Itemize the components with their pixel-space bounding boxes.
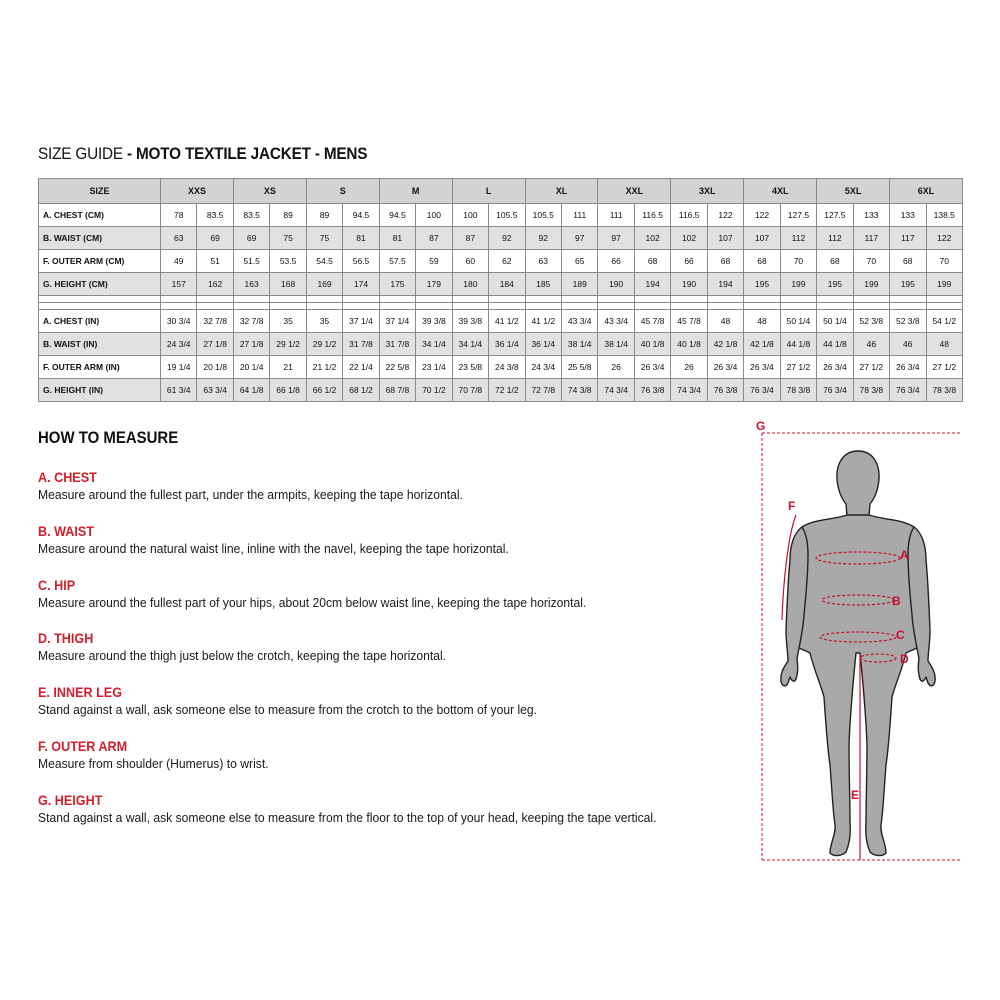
table-cell: 45 7/8	[634, 310, 670, 333]
table-cell: 122	[926, 227, 962, 250]
table-cell: 23 5/8	[452, 356, 488, 379]
table-cell: 174	[343, 273, 379, 296]
table-row	[39, 273, 963, 296]
table-cell: 65	[561, 250, 597, 273]
table-cell: 70 1/2	[416, 379, 452, 402]
table-cell: 117	[853, 227, 889, 250]
table-row	[39, 310, 963, 333]
table-cell: 23 1/4	[416, 356, 452, 379]
table-cell: 38 1/4	[598, 333, 634, 356]
table-cell: 21	[270, 356, 306, 379]
table-cell: 43 3/4	[561, 310, 597, 333]
table-cell: 40 1/8	[634, 333, 670, 356]
table-cell: 27 1/2	[780, 356, 816, 379]
table-cell: 105.5	[525, 204, 561, 227]
measure-steps	[38, 468, 758, 845]
table-cell: 69	[197, 227, 233, 250]
table-cell: 26 3/4	[744, 356, 780, 379]
table-cell: 87	[416, 227, 452, 250]
table-cell: 116.5	[671, 204, 707, 227]
table-cell: 34 1/4	[416, 333, 452, 356]
label-f: F	[788, 499, 796, 513]
table-cell: 70	[780, 250, 816, 273]
table-cell: 50 1/4	[780, 310, 816, 333]
size-col-header: 4XL	[744, 179, 817, 204]
row-label: G. HEIGHT (IN)	[39, 379, 161, 402]
label-a: A	[900, 548, 909, 562]
table-cell: 35	[306, 310, 342, 333]
table-cell: 194	[634, 273, 670, 296]
title-prefix: SIZE GUIDE	[38, 144, 127, 163]
table-cell: 168	[270, 273, 306, 296]
table-cell: 51.5	[233, 250, 269, 273]
table-cell: 190	[598, 273, 634, 296]
table-cell: 180	[452, 273, 488, 296]
table-cell: 66 1/2	[306, 379, 342, 402]
step-description: Measure around the fullest part, under the armpits, keeping the tape horizontal.	[38, 487, 463, 502]
table-cell: 49	[161, 250, 197, 273]
step-description: Measure around the thigh just below the crotch, keeping the tape horizontal.	[38, 648, 447, 664]
table-cell: 75	[270, 227, 306, 250]
table-cell: 127.5	[780, 204, 816, 227]
table-cell: 105.5	[489, 204, 525, 227]
table-cell: 78 3/8	[780, 379, 816, 402]
measure-step-hip	[38, 576, 758, 630]
table-cell: 57.5	[379, 250, 415, 273]
table-cell: 133	[890, 204, 926, 227]
table-cell: 39 3/8	[416, 310, 452, 333]
table-cell: 26 3/4	[817, 356, 853, 379]
size-col-header: 6XL	[890, 179, 963, 204]
table-cell: 70 7/8	[452, 379, 488, 402]
table-cell: 87	[452, 227, 488, 250]
table-cell: 44 1/8	[817, 333, 853, 356]
size-col-header: XL	[525, 179, 598, 204]
table-cell: 59	[416, 250, 452, 273]
table-row	[39, 250, 963, 273]
table-cell: 97	[561, 227, 597, 250]
table-cell: 42 1/8	[744, 333, 780, 356]
table-cell: 27 1/2	[926, 356, 962, 379]
table-cell: 30 3/4	[161, 310, 197, 333]
table-cell: 81	[379, 227, 415, 250]
table-row	[39, 356, 963, 379]
table-cell: 68 1/2	[343, 379, 379, 402]
measure-step-chest	[38, 468, 758, 522]
table-cell: 36 1/4	[489, 333, 525, 356]
row-label: F. OUTER ARM (CM)	[39, 250, 161, 273]
size-chart-body	[39, 204, 963, 402]
table-cell: 41 1/2	[489, 310, 525, 333]
table-cell: 94.5	[379, 204, 415, 227]
table-cell: 75	[306, 227, 342, 250]
table-cell: 68	[890, 250, 926, 273]
table-cell: 81	[343, 227, 379, 250]
table-cell: 97	[598, 227, 634, 250]
size-col-header: 5XL	[817, 179, 890, 204]
table-cell: 116.5	[634, 204, 670, 227]
table-cell: 185	[525, 273, 561, 296]
table-cell: 117	[890, 227, 926, 250]
table-cell: 94.5	[343, 204, 379, 227]
table-cell: 68	[817, 250, 853, 273]
table-cell: 39 3/8	[452, 310, 488, 333]
table-cell: 107	[707, 227, 743, 250]
table-cell: 43 3/4	[598, 310, 634, 333]
step-title: D. THIGH	[38, 630, 94, 647]
table-cell: 76 3/8	[634, 379, 670, 402]
table-cell: 92	[525, 227, 561, 250]
table-cell: 32 7/8	[197, 310, 233, 333]
step-title: F. OUTER ARM	[38, 737, 128, 754]
table-spacer-row	[39, 296, 963, 303]
table-cell: 53.5	[270, 250, 306, 273]
table-cell: 127.5	[817, 204, 853, 227]
table-cell: 74 3/4	[671, 379, 707, 402]
table-cell: 162	[197, 273, 233, 296]
table-cell: 37 1/4	[343, 310, 379, 333]
table-cell: 40 1/8	[671, 333, 707, 356]
size-col-header: L	[452, 179, 525, 204]
table-cell: 157	[161, 273, 197, 296]
table-cell: 62	[489, 250, 525, 273]
table-cell: 195	[817, 273, 853, 296]
how-to-measure-heading: HOW TO MEASURE	[38, 428, 179, 447]
step-description: Measure around the natural waist line, inline with the navel, keeping the tape horizontal.	[38, 540, 509, 556]
measure-step-waist	[38, 522, 758, 576]
table-cell: 70	[926, 250, 962, 273]
table-cell: 111	[598, 204, 634, 227]
table-row	[39, 227, 963, 250]
table-cell: 68	[744, 250, 780, 273]
step-description: Stand against a wall, ask someone else to measure from the floor to the top of your head, keeping the tape vertical.	[38, 809, 657, 825]
table-cell: 26	[671, 356, 707, 379]
page-title	[38, 144, 367, 164]
table-cell: 24 3/4	[525, 356, 561, 379]
row-label: F. OUTER ARM (IN)	[39, 356, 161, 379]
table-cell: 138.5	[926, 204, 962, 227]
table-cell: 66	[598, 250, 634, 273]
table-cell: 52 3/8	[853, 310, 889, 333]
measure-step-thigh	[38, 629, 758, 683]
table-cell: 52 3/8	[890, 310, 926, 333]
row-label: B. WAIST (IN)	[39, 333, 161, 356]
label-d: D	[900, 652, 909, 666]
measure-step-inner-leg	[38, 683, 758, 737]
table-cell: 29 1/2	[306, 333, 342, 356]
table-cell: 69	[233, 227, 269, 250]
table-cell: 21 1/2	[306, 356, 342, 379]
table-cell: 89	[306, 204, 342, 227]
table-cell: 38 1/4	[561, 333, 597, 356]
table-cell: 70	[853, 250, 889, 273]
table-cell: 66 1/8	[270, 379, 306, 402]
step-title: A. CHEST	[38, 469, 97, 485]
table-cell: 100	[452, 204, 488, 227]
size-header-row	[39, 179, 963, 204]
size-col-header: S	[306, 179, 379, 204]
table-cell: 78	[161, 204, 197, 227]
table-cell: 46	[890, 333, 926, 356]
table-cell: 102	[634, 227, 670, 250]
row-label: A. CHEST (IN)	[39, 310, 161, 333]
left-arm-shape	[781, 527, 808, 686]
table-cell: 44 1/8	[780, 333, 816, 356]
table-cell: 61 3/4	[161, 379, 197, 402]
step-description: Stand against a wall, ask someone else to measure from the crotch to the bottom of your leg.	[38, 702, 538, 718]
table-cell: 26 3/4	[707, 356, 743, 379]
table-cell: 24 3/8	[489, 356, 525, 379]
table-cell: 199	[780, 273, 816, 296]
table-cell: 179	[416, 273, 452, 296]
table-cell: 107	[744, 227, 780, 250]
table-cell: 78 3/8	[853, 379, 889, 402]
head-shape	[837, 451, 879, 516]
table-cell: 68	[634, 250, 670, 273]
table-cell: 74 3/8	[561, 379, 597, 402]
table-cell: 76 3/4	[817, 379, 853, 402]
table-cell: 133	[853, 204, 889, 227]
title-product: - MOTO TEXTILE JACKET - MENS	[126, 144, 368, 163]
table-cell: 20 1/4	[233, 356, 269, 379]
label-b: B	[892, 594, 901, 608]
table-cell: 199	[926, 273, 962, 296]
table-cell: 60	[452, 250, 488, 273]
table-cell: 26 3/4	[634, 356, 670, 379]
table-cell: 46	[853, 333, 889, 356]
table-cell: 48	[926, 333, 962, 356]
table-cell: 63 3/4	[197, 379, 233, 402]
table-cell: 72 1/2	[489, 379, 525, 402]
table-cell: 189	[561, 273, 597, 296]
row-label: B. WAIST (CM)	[39, 227, 161, 250]
table-cell: 26	[598, 356, 634, 379]
table-cell: 112	[817, 227, 853, 250]
table-cell: 163	[233, 273, 269, 296]
size-col-header: 3XL	[671, 179, 744, 204]
table-cell: 169	[306, 273, 342, 296]
size-header-cell: SIZE	[39, 179, 161, 204]
table-row	[39, 333, 963, 356]
table-cell: 122	[744, 204, 780, 227]
table-cell: 89	[270, 204, 306, 227]
torso-shape	[791, 515, 925, 856]
table-cell: 29 1/2	[270, 333, 306, 356]
table-cell: 41 1/2	[525, 310, 561, 333]
table-cell: 31 7/8	[343, 333, 379, 356]
table-cell: 54 1/2	[926, 310, 962, 333]
table-cell: 48	[707, 310, 743, 333]
row-label: G. HEIGHT (CM)	[39, 273, 161, 296]
table-cell: 74 3/4	[598, 379, 634, 402]
table-cell: 45 7/8	[671, 310, 707, 333]
label-e: E	[851, 788, 860, 802]
table-cell: 42 1/8	[707, 333, 743, 356]
size-col-header: XXS	[161, 179, 234, 204]
table-cell: 27 1/8	[197, 333, 233, 356]
table-cell: 100	[416, 204, 452, 227]
table-cell: 76 3/4	[890, 379, 926, 402]
table-cell: 63	[161, 227, 197, 250]
table-cell: 50 1/4	[817, 310, 853, 333]
table-cell: 92	[489, 227, 525, 250]
table-cell: 102	[671, 227, 707, 250]
table-cell: 27 1/2	[853, 356, 889, 379]
table-cell: 68	[707, 250, 743, 273]
measure-step-height	[38, 791, 758, 845]
table-cell: 76 3/8	[707, 379, 743, 402]
step-title: E. INNER LEG	[38, 684, 123, 701]
table-cell: 63	[525, 250, 561, 273]
table-cell: 24 3/4	[161, 333, 197, 356]
step-description: Measure around the fullest part of your hips, about 20cm below waist line, keeping the tape horizontal.	[38, 594, 587, 610]
table-cell: 27 1/8	[233, 333, 269, 356]
table-cell: 48	[744, 310, 780, 333]
row-label: A. CHEST (CM)	[39, 204, 161, 227]
table-cell: 175	[379, 273, 415, 296]
right-arm-shape	[908, 527, 935, 686]
table-cell: 195	[744, 273, 780, 296]
step-title: B. WAIST	[38, 522, 95, 539]
table-cell: 195	[890, 273, 926, 296]
table-cell: 31 7/8	[379, 333, 415, 356]
table-cell: 37 1/4	[379, 310, 415, 333]
table-cell: 194	[707, 273, 743, 296]
table-cell: 25 5/8	[561, 356, 597, 379]
table-cell: 184	[489, 273, 525, 296]
measure-step-outer-arm	[38, 737, 758, 791]
table-cell: 36 1/4	[525, 333, 561, 356]
table-cell: 122	[707, 204, 743, 227]
table-cell: 54.5	[306, 250, 342, 273]
table-cell: 68 7/8	[379, 379, 415, 402]
table-cell: 22 1/4	[343, 356, 379, 379]
table-cell: 34 1/4	[452, 333, 488, 356]
table-cell: 190	[671, 273, 707, 296]
table-cell: 72 7/8	[525, 379, 561, 402]
label-g: G	[756, 419, 766, 433]
table-row	[39, 379, 963, 402]
step-description: Measure from shoulder (Humerus) to wrist.	[38, 755, 269, 771]
table-cell: 20 1/8	[197, 356, 233, 379]
label-c: C	[896, 628, 905, 642]
size-col-header: M	[379, 179, 452, 204]
table-cell: 199	[853, 273, 889, 296]
step-title: G. HEIGHT	[38, 791, 103, 808]
table-cell: 22 5/8	[379, 356, 415, 379]
table-cell: 35	[270, 310, 306, 333]
table-cell: 111	[561, 204, 597, 227]
table-cell: 66	[671, 250, 707, 273]
step-title: C. HIP	[38, 576, 76, 593]
table-cell: 83.5	[233, 204, 269, 227]
table-spacer-row	[39, 303, 963, 310]
size-col-header: XS	[233, 179, 306, 204]
table-row	[39, 204, 963, 227]
table-cell: 26 3/4	[890, 356, 926, 379]
body-measurement-figure	[750, 415, 965, 870]
table-cell: 56.5	[343, 250, 379, 273]
table-cell: 112	[780, 227, 816, 250]
table-cell: 76 3/4	[744, 379, 780, 402]
table-cell: 51	[197, 250, 233, 273]
table-cell: 19 1/4	[161, 356, 197, 379]
table-cell: 64 1/8	[233, 379, 269, 402]
table-cell: 78 3/8	[926, 379, 962, 402]
size-col-header: XXL	[598, 179, 671, 204]
table-cell: 32 7/8	[233, 310, 269, 333]
table-cell: 83.5	[197, 204, 233, 227]
size-chart-table	[38, 178, 963, 402]
